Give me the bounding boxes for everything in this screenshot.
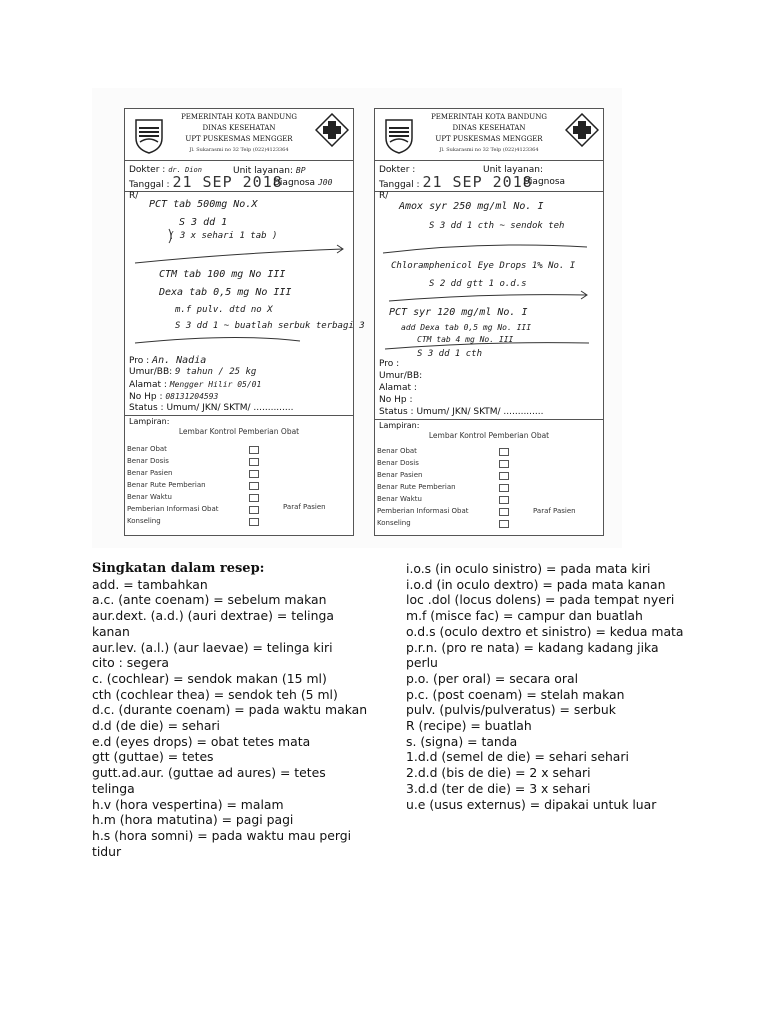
abbreviation-entry: aur.lev. (a.l.) (aur laevae) = telinga kiri — [92, 639, 333, 655]
checkbox[interactable] — [249, 494, 259, 502]
header-address: Jl. Sukarasmi no 32 Telp (022)4123364 — [189, 147, 289, 153]
nohp-value: 08131204593 — [165, 392, 219, 401]
abbreviations-heading: Singkatan dalam resep: — [92, 561, 265, 576]
abbreviation-entry: add. = tambahkan — [92, 576, 208, 592]
status-row — [379, 407, 543, 418]
puskesmas-cross-icon — [565, 113, 599, 147]
abbreviation-entry: p.o. (per oral) = secara oral — [406, 670, 579, 686]
abbreviations-left-column — [92, 561, 372, 859]
alamat-label: Alamat : — [379, 383, 417, 393]
umur-row — [129, 367, 256, 378]
header-line-3: UPT PUSKESMAS MENGGER — [185, 135, 293, 143]
abbreviation-entry: pulv. (pulvis/pulveratus) = serbuk — [406, 702, 616, 718]
rx-symbol: R/ — [129, 191, 139, 201]
abbreviation-entry: u.e (usus externus) = dipakai untuk luar — [406, 796, 657, 812]
abbreviation-entry: 2.d.d (bis de die) = 2 x sehari — [406, 765, 591, 781]
checklist-item: Benar Waktu — [377, 495, 422, 503]
prescription-scan — [92, 88, 622, 548]
checklist-item: Benar Dosis — [377, 459, 419, 467]
date-stamp: 21 SEP 2018 — [172, 173, 283, 191]
rx-line: PCT tab 500mg No.X — [149, 199, 258, 210]
rx-line: S 3 dd 1 — [179, 217, 228, 228]
rx-line: Chloramphenicol Eye Drops 1% No. I — [391, 261, 576, 271]
checkbox[interactable] — [249, 470, 259, 478]
rx-line: add Dexa tab 0,5 mg No. III — [401, 323, 532, 332]
checkbox[interactable] — [499, 448, 509, 456]
alamat-label: Alamat : — [129, 380, 167, 390]
rx-line: S 2 dd gtt 1 o.d.s — [429, 279, 527, 289]
tanggal-label: Tanggal : — [129, 180, 170, 190]
checkbox[interactable] — [499, 484, 509, 492]
alamat-value: Mengger Hilir 05/01 — [169, 380, 262, 389]
paraf-label: Paraf Pasien — [283, 503, 326, 511]
unit-label: Unit layanan: — [483, 165, 543, 175]
checklist-item: Pemberian Informasi Obat — [377, 507, 469, 515]
abbreviation-entry: c. (cochlear) = sendok makan (15 ml) — [92, 670, 327, 686]
abbreviation-entry: cth (cochlear thea) = sendok teh (5 ml) — [92, 686, 338, 702]
dokter-value: dr. Dion — [168, 166, 202, 174]
checkbox[interactable] — [249, 518, 259, 526]
prescription-form-left — [124, 108, 365, 536]
checklist-item: Benar Dosis — [127, 457, 169, 465]
abbreviation-entry: i.o.s (in oculo sinistro) = pada mata kiri — [406, 561, 651, 576]
abbreviation-entry: a.c. (ante coenam) = sebelum makan — [92, 592, 327, 608]
pro-row: Pro : — [379, 359, 400, 369]
dokter-label: Dokter : — [379, 165, 416, 175]
checkbox[interactable] — [499, 520, 509, 528]
checkbox[interactable] — [249, 446, 259, 454]
rx-line: PCT syr 120 mg/ml No. I — [389, 307, 528, 318]
tanggal-row — [379, 173, 533, 191]
checklist-item: Konseling — [377, 519, 411, 527]
rx-line: CTM tab 4 mg No. III — [417, 335, 514, 344]
pro-row: Pro : An. Nadia — [129, 355, 207, 366]
paraf-label: Paraf Pasien — [533, 507, 576, 515]
rx-line: S 3 dd 1 ~ buatlah serbuk terbagi 3 — [175, 321, 365, 331]
checkbox[interactable] — [499, 508, 509, 516]
header-line-3: UPT PUSKESMAS MENGGER — [435, 135, 543, 143]
rx-area — [375, 191, 603, 359]
rx-symbol: R/ — [379, 191, 389, 201]
umur-label: Umur/BB: — [129, 367, 173, 377]
nohp-label: No Hp : — [379, 395, 413, 405]
nohp-label: No Hp : — [129, 392, 163, 402]
form-header — [125, 109, 353, 161]
status-value: Umum/ JKN/ SKTM/ .............. — [416, 407, 544, 417]
diagnosa-label: Diagnosa — [273, 178, 316, 188]
checkbox[interactable] — [249, 506, 259, 514]
dokter-label: Dokter : — [129, 165, 166, 175]
diagnosa-row — [523, 177, 565, 188]
header-line-2: DINAS KESEHATAN — [202, 124, 276, 132]
abbreviation-entry: s. (signa) = tanda — [406, 733, 518, 749]
pro-value: An. Nadia — [152, 355, 207, 366]
form-header — [375, 109, 603, 161]
kontrol-title: Lembar Kontrol Pemberian Obat — [428, 431, 550, 440]
abbreviation-entry: aur.dext. (a.d.) (auri dextrae) = telinga kanan — [92, 608, 334, 639]
abbreviation-entry: e.d (eyes drops) = obat tetes mata — [92, 733, 311, 749]
checklist-item: Konseling — [127, 517, 161, 525]
abbreviation-entry: cito : segera — [92, 655, 169, 671]
checklist-item: Benar Obat — [377, 447, 417, 455]
unit-value: BP — [295, 166, 306, 175]
tanggal-label: Tanggal : — [379, 180, 420, 190]
abbreviation-entry: h.s (hora somni) = pada waktu mau pergi tidur — [92, 827, 352, 859]
umur-value: 9 tahun / 25 kg — [175, 367, 257, 377]
abbreviation-entry: loc .dol (locus dolens) = pada tempat nyeri — [406, 592, 675, 608]
lampiran-label: Lampiran: — [379, 421, 420, 430]
checkbox[interactable] — [499, 472, 509, 480]
checklist-item: Benar Waktu — [127, 493, 172, 501]
lampiran-section — [375, 419, 603, 535]
tanggal-row — [129, 173, 283, 191]
rx-line: Dexa tab 0,5 mg No III — [159, 287, 292, 298]
rx-line: Amox syr 250 mg/ml No. I — [399, 201, 544, 212]
diagnosa-label: Diagnosa — [523, 177, 566, 187]
umur-label: Umur/BB: — [379, 371, 423, 381]
header-line-1: PEMERINTAH KOTA BANDUNG — [181, 113, 297, 121]
abbreviation-entry: h.m (hora matutina) = pagi pagi — [92, 812, 294, 828]
diagnosa-row — [273, 177, 332, 189]
header-address: Jl. Sukarasmi no 32 Telp (022)4123364 — [439, 147, 539, 153]
checklist-item: Benar Obat — [127, 445, 167, 453]
rx-line: CTM tab 100 mg No III — [159, 269, 286, 280]
bandung-logo-icon — [133, 116, 165, 154]
rx-line: S 3 dd 1 cth ~ sendok teh — [429, 221, 565, 231]
abbreviation-entry: gutt.ad.aur. (guttae ad aures) = tetes telinga — [92, 765, 326, 796]
abbreviation-entry: m.f (misce fac) = campur dan buatlah — [406, 608, 643, 624]
status-label: Status : — [129, 403, 164, 413]
lampiran-section — [125, 415, 353, 535]
abbreviation-entry: h.v (hora vespertina) = malam — [92, 796, 284, 812]
abbreviation-entry: d.c. (durante coenam) = pada waktu makan — [92, 702, 368, 718]
alamat-row — [129, 379, 261, 391]
status-row — [129, 403, 293, 414]
nohp-row — [129, 391, 218, 403]
diagnosa-value: J00 — [317, 178, 333, 187]
status-value: Umum/ JKN/ SKTM/ .............. — [166, 403, 294, 413]
header-line-2: DINAS KESEHATAN — [452, 124, 526, 132]
checkbox[interactable] — [249, 482, 259, 490]
rx-line: S 3 dd 1 cth — [417, 349, 483, 359]
alamat-row — [379, 383, 417, 394]
date-stamp: 21 SEP 2018 — [422, 173, 533, 191]
rx-line: ( 3 x sehari 1 tab ) — [169, 231, 278, 241]
checkbox[interactable] — [499, 496, 509, 504]
dokter-row — [379, 165, 415, 176]
unit-label: Unit layanan: — [233, 166, 293, 176]
lampiran-label: Lampiran: — [129, 417, 170, 426]
abbreviation-entry: 3.d.d (ter de die) = 3 x sehari — [406, 780, 591, 796]
pro-label: Pro — [129, 356, 144, 366]
rx-area — [125, 191, 365, 351]
bandung-logo-icon — [383, 116, 415, 154]
checklist-item: Benar Rute Pemberian — [377, 483, 456, 491]
abbreviation-entry: o.d.s (oculo dextro et sinistro) = kedua mata — [406, 623, 684, 639]
kontrol-title: Lembar Kontrol Pemberian Obat — [178, 427, 300, 436]
abbreviation-entry: gtt (guttae) = tetes — [92, 749, 214, 765]
checkbox[interactable] — [249, 458, 259, 466]
umur-row — [379, 371, 422, 382]
pro-label: Pro — [379, 359, 394, 369]
abbreviation-entry: 1.d.d (semel de die) = sehari sehari — [406, 749, 629, 765]
checkbox[interactable] — [499, 460, 509, 468]
checklist-item: Benar Pasien — [377, 471, 423, 479]
abbreviation-entry: i.o.d (in oculo dextro) = pada mata kanan — [406, 576, 666, 592]
header-line-1: PEMERINTAH KOTA BANDUNG — [431, 113, 547, 121]
checklist-item: Benar Rute Pemberian — [127, 481, 206, 489]
checklist-item: Benar Pasien — [127, 469, 173, 477]
puskesmas-cross-icon — [315, 113, 349, 147]
abbreviation-entry: p.r.n. (pro re nata) = kadang kadang jika perlu — [406, 639, 659, 671]
nohp-row — [379, 395, 412, 406]
abbreviation-entry: d.d (de die) = sehari — [92, 718, 220, 734]
rx-line: m.f pulv. dtd no X — [175, 305, 273, 315]
status-label: Status : — [379, 407, 414, 417]
checklist-item: Pemberian Informasi Obat — [127, 505, 219, 513]
abbreviation-entry: R (recipe) = buatlah — [406, 718, 532, 734]
abbreviations-right-column — [406, 561, 686, 812]
abbreviation-entry: p.c. (post coenam) = stelah makan — [406, 686, 625, 702]
prescription-form-right — [374, 108, 604, 536]
